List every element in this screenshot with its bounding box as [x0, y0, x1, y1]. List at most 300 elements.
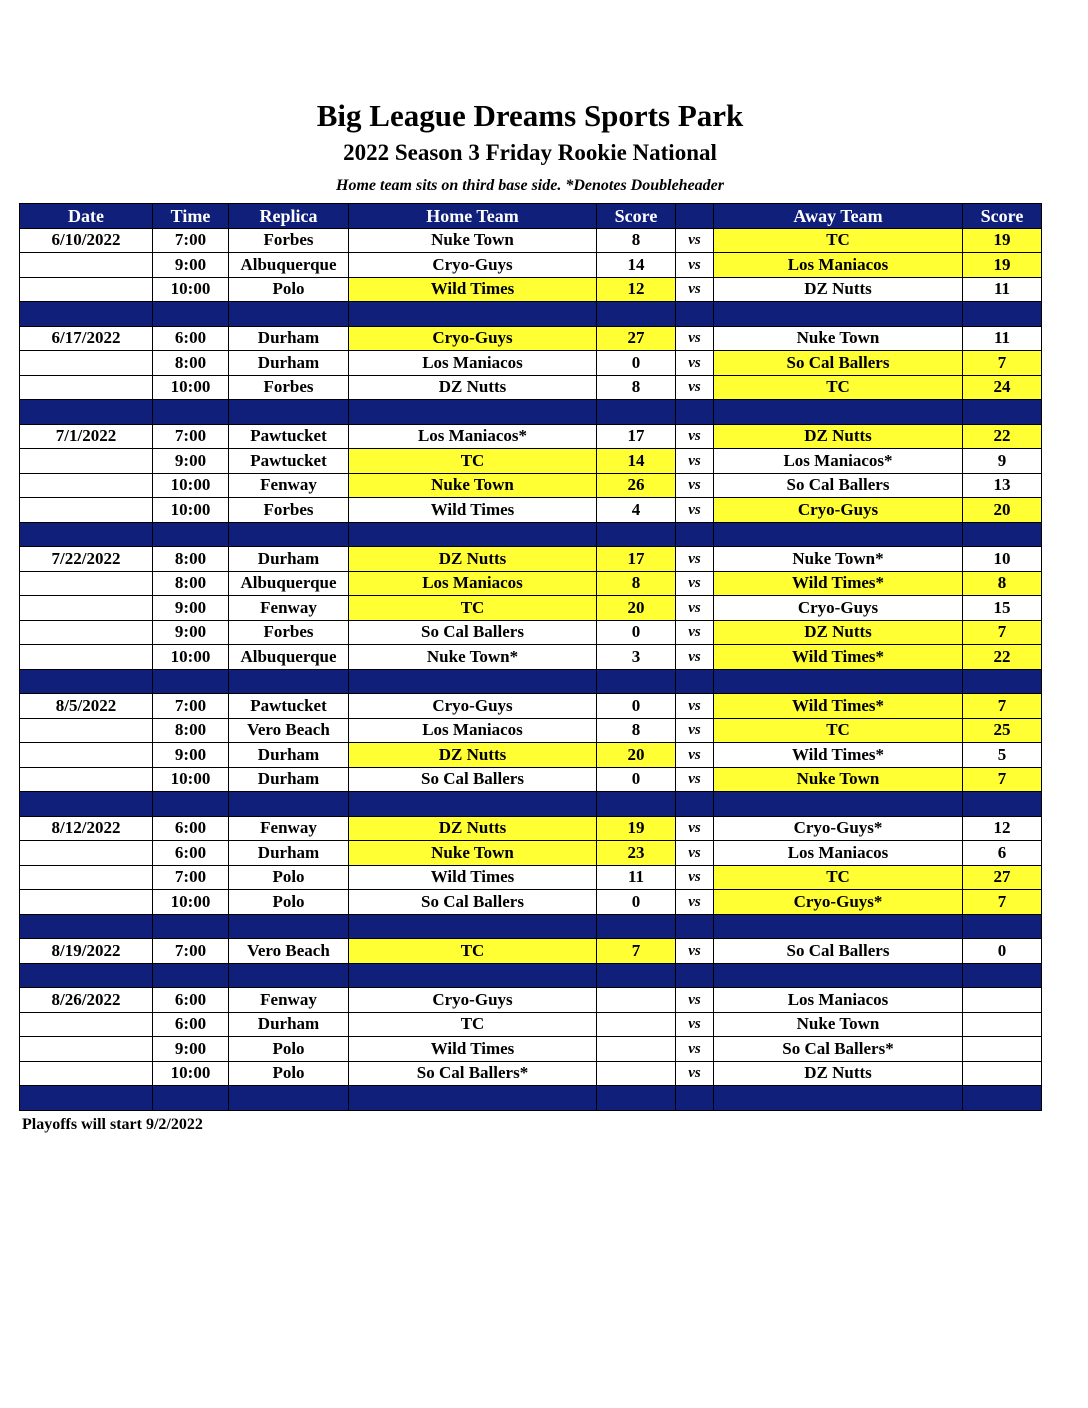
- game-replica: Durham: [229, 767, 349, 792]
- home-team: DZ Nutts: [349, 816, 597, 841]
- away-team: Los Maniacos: [714, 988, 963, 1013]
- home-team: DZ Nutts: [349, 743, 597, 768]
- vs-label: vs: [676, 816, 714, 841]
- separator-row: [20, 400, 1042, 425]
- away-team: TC: [714, 228, 963, 253]
- playoffs-note: Playoffs will start 9/2/2022: [22, 1116, 203, 1133]
- separator-row: [20, 963, 1042, 988]
- separator-cell: [714, 669, 963, 694]
- home-score: 14: [597, 253, 676, 278]
- game-time: 7:00: [153, 865, 229, 890]
- game-row: [20, 449, 1042, 474]
- away-team: So Cal Ballers*: [714, 1037, 963, 1062]
- separator-cell: [349, 1086, 597, 1111]
- separator-row: [20, 792, 1042, 817]
- game-row: [20, 767, 1042, 792]
- home-team: Wild Times: [349, 277, 597, 302]
- vs-label: vs: [676, 890, 714, 915]
- home-team: Cryo-Guys: [349, 326, 597, 351]
- away-score: 22: [963, 645, 1042, 670]
- game-row: [20, 571, 1042, 596]
- home-score: [597, 1012, 676, 1037]
- game-replica: Polo: [229, 865, 349, 890]
- home-score: 27: [597, 326, 676, 351]
- home-team: Los Maniacos: [349, 718, 597, 743]
- game-date: [20, 449, 153, 474]
- away-team: Los Maniacos: [714, 841, 963, 866]
- game-date: 6/17/2022: [20, 326, 153, 351]
- home-team: DZ Nutts: [349, 547, 597, 572]
- away-team: Wild Times*: [714, 743, 963, 768]
- away-team: TC: [714, 865, 963, 890]
- game-row: [20, 375, 1042, 400]
- separator-cell: [153, 400, 229, 425]
- home-score: 4: [597, 498, 676, 523]
- away-team: Nuke Town: [714, 1012, 963, 1037]
- page-subtitle: 2022 Season 3 Friday Rookie National: [343, 140, 717, 165]
- home-score: 17: [597, 424, 676, 449]
- separator-cell: [20, 400, 153, 425]
- away-score: 19: [963, 253, 1042, 278]
- home-score: [597, 1037, 676, 1062]
- game-replica: Albuquerque: [229, 571, 349, 596]
- vs-label: vs: [676, 424, 714, 449]
- separator-cell: [229, 522, 349, 547]
- home-score: 8: [597, 571, 676, 596]
- page-title: Big League Dreams Sports Park: [316, 98, 744, 133]
- vs-label: vs: [676, 547, 714, 572]
- home-team: Nuke Town: [349, 228, 597, 253]
- separator-cell: [597, 792, 676, 817]
- game-time: 9:00: [153, 620, 229, 645]
- game-time: 10:00: [153, 890, 229, 915]
- separator-cell: [153, 963, 229, 988]
- home-team: So Cal Ballers*: [349, 1061, 597, 1086]
- away-team: DZ Nutts: [714, 424, 963, 449]
- game-time: 9:00: [153, 253, 229, 278]
- away-team: So Cal Ballers: [714, 473, 963, 498]
- game-date: [20, 375, 153, 400]
- game-time: 8:00: [153, 547, 229, 572]
- away-team: TC: [714, 375, 963, 400]
- separator-cell: [963, 522, 1042, 547]
- away-team: Los Maniacos: [714, 253, 963, 278]
- game-row: [20, 473, 1042, 498]
- separator-cell: [714, 522, 963, 547]
- separator-cell: [597, 669, 676, 694]
- game-row: [20, 424, 1042, 449]
- home-team: Cryo-Guys: [349, 253, 597, 278]
- home-score: 23: [597, 841, 676, 866]
- separator-cell: [963, 302, 1042, 327]
- away-score: 12: [963, 816, 1042, 841]
- game-row: [20, 890, 1042, 915]
- game-time: 10:00: [153, 767, 229, 792]
- home-score: 0: [597, 351, 676, 376]
- separator-cell: [349, 302, 597, 327]
- game-replica: Pawtucket: [229, 694, 349, 719]
- home-team: TC: [349, 596, 597, 621]
- away-score: 11: [963, 326, 1042, 351]
- schedule-note: Home team sits on third base side. *Denotes Doubleheader: [336, 177, 724, 194]
- vs-label: vs: [676, 743, 714, 768]
- separator-cell: [714, 914, 963, 939]
- game-time: 10:00: [153, 498, 229, 523]
- header-home-score: Score: [597, 204, 676, 229]
- game-time: 8:00: [153, 351, 229, 376]
- home-score: 26: [597, 473, 676, 498]
- game-row: [20, 596, 1042, 621]
- game-date: [20, 473, 153, 498]
- separator-cell: [20, 669, 153, 694]
- away-team: Wild Times*: [714, 645, 963, 670]
- away-team: Cryo-Guys: [714, 596, 963, 621]
- home-score: 20: [597, 743, 676, 768]
- away-score: 7: [963, 890, 1042, 915]
- separator-cell: [963, 400, 1042, 425]
- home-score: 17: [597, 547, 676, 572]
- separator-cell: [229, 792, 349, 817]
- game-row: [20, 816, 1042, 841]
- separator-cell: [963, 669, 1042, 694]
- game-replica: Pawtucket: [229, 449, 349, 474]
- vs-label: vs: [676, 988, 714, 1013]
- home-score: 12: [597, 277, 676, 302]
- away-score: 7: [963, 351, 1042, 376]
- game-date: 6/10/2022: [20, 228, 153, 253]
- away-score: [963, 1061, 1042, 1086]
- game-time: 6:00: [153, 326, 229, 351]
- vs-label: vs: [676, 326, 714, 351]
- game-date: [20, 596, 153, 621]
- home-team: TC: [349, 1012, 597, 1037]
- vs-label: vs: [676, 228, 714, 253]
- game-date: [20, 253, 153, 278]
- game-time: 9:00: [153, 596, 229, 621]
- home-score: 7: [597, 939, 676, 964]
- separator-row: [20, 1086, 1042, 1111]
- home-score: [597, 988, 676, 1013]
- game-row: [20, 1012, 1042, 1037]
- game-row: [20, 620, 1042, 645]
- vs-label: vs: [676, 939, 714, 964]
- home-team: Wild Times: [349, 865, 597, 890]
- separator-row: [20, 302, 1042, 327]
- away-team: So Cal Ballers: [714, 351, 963, 376]
- game-replica: Pawtucket: [229, 424, 349, 449]
- away-team: Wild Times*: [714, 694, 963, 719]
- game-replica: Forbes: [229, 228, 349, 253]
- separator-row: [20, 669, 1042, 694]
- game-row: [20, 326, 1042, 351]
- vs-label: vs: [676, 571, 714, 596]
- separator-cell: [714, 302, 963, 327]
- game-replica: Forbes: [229, 620, 349, 645]
- away-team: DZ Nutts: [714, 277, 963, 302]
- game-date: [20, 841, 153, 866]
- vs-label: vs: [676, 449, 714, 474]
- game-row: [20, 743, 1042, 768]
- away-score: [963, 1037, 1042, 1062]
- separator-cell: [676, 792, 714, 817]
- separator-cell: [229, 963, 349, 988]
- separator-cell: [963, 963, 1042, 988]
- game-time: 7:00: [153, 694, 229, 719]
- game-time: 7:00: [153, 228, 229, 253]
- separator-cell: [20, 522, 153, 547]
- separator-cell: [349, 792, 597, 817]
- away-score: 0: [963, 939, 1042, 964]
- game-replica: Durham: [229, 841, 349, 866]
- home-team: Los Maniacos*: [349, 424, 597, 449]
- away-score: 24: [963, 375, 1042, 400]
- home-score: 0: [597, 890, 676, 915]
- separator-cell: [229, 1086, 349, 1111]
- vs-label: vs: [676, 1037, 714, 1062]
- separator-cell: [963, 914, 1042, 939]
- away-score: 7: [963, 694, 1042, 719]
- game-replica: Polo: [229, 1061, 349, 1086]
- game-replica: Durham: [229, 351, 349, 376]
- away-team: DZ Nutts: [714, 620, 963, 645]
- home-score: 20: [597, 596, 676, 621]
- separator-cell: [597, 302, 676, 327]
- game-row: [20, 277, 1042, 302]
- home-score: 8: [597, 375, 676, 400]
- separator-cell: [714, 963, 963, 988]
- game-row: [20, 718, 1042, 743]
- vs-label: vs: [676, 375, 714, 400]
- home-score: 14: [597, 449, 676, 474]
- game-row: [20, 865, 1042, 890]
- game-date: [20, 767, 153, 792]
- game-replica: Fenway: [229, 816, 349, 841]
- home-team: TC: [349, 449, 597, 474]
- home-score: 0: [597, 620, 676, 645]
- away-score: 8: [963, 571, 1042, 596]
- separator-cell: [714, 400, 963, 425]
- separator-cell: [20, 1086, 153, 1111]
- game-row: [20, 253, 1042, 278]
- separator-cell: [597, 1086, 676, 1111]
- game-replica: Albuquerque: [229, 253, 349, 278]
- home-team: Cryo-Guys: [349, 694, 597, 719]
- separator-cell: [229, 914, 349, 939]
- game-date: [20, 1012, 153, 1037]
- home-team: Wild Times: [349, 1037, 597, 1062]
- home-team: So Cal Ballers: [349, 890, 597, 915]
- vs-label: vs: [676, 473, 714, 498]
- game-time: 6:00: [153, 988, 229, 1013]
- game-date: 7/22/2022: [20, 547, 153, 572]
- game-row: [20, 498, 1042, 523]
- separator-cell: [229, 302, 349, 327]
- home-team: TC: [349, 939, 597, 964]
- away-team: Cryo-Guys*: [714, 890, 963, 915]
- game-date: 8/19/2022: [20, 939, 153, 964]
- vs-label: vs: [676, 718, 714, 743]
- away-team: Nuke Town*: [714, 547, 963, 572]
- separator-cell: [676, 669, 714, 694]
- game-date: 7/1/2022: [20, 424, 153, 449]
- home-team: So Cal Ballers: [349, 767, 597, 792]
- game-date: [20, 277, 153, 302]
- home-score: 3: [597, 645, 676, 670]
- home-team: Nuke Town: [349, 841, 597, 866]
- game-replica: Polo: [229, 1037, 349, 1062]
- separator-cell: [597, 963, 676, 988]
- header-home-team: Home Team: [349, 204, 597, 229]
- home-team: Nuke Town: [349, 473, 597, 498]
- game-date: [20, 645, 153, 670]
- game-replica: Durham: [229, 326, 349, 351]
- separator-cell: [676, 1086, 714, 1111]
- game-row: [20, 988, 1042, 1013]
- away-score: 5: [963, 743, 1042, 768]
- game-replica: Durham: [229, 1012, 349, 1037]
- vs-label: vs: [676, 277, 714, 302]
- separator-cell: [597, 522, 676, 547]
- away-team: Los Maniacos*: [714, 449, 963, 474]
- vs-label: vs: [676, 253, 714, 278]
- vs-label: vs: [676, 596, 714, 621]
- separator-cell: [20, 302, 153, 327]
- away-score: 13: [963, 473, 1042, 498]
- separator-cell: [20, 963, 153, 988]
- game-date: [20, 743, 153, 768]
- game-replica: Fenway: [229, 988, 349, 1013]
- game-time: 10:00: [153, 1061, 229, 1086]
- game-replica: Polo: [229, 277, 349, 302]
- vs-label: vs: [676, 498, 714, 523]
- game-replica: Durham: [229, 547, 349, 572]
- away-score: 11: [963, 277, 1042, 302]
- game-time: 6:00: [153, 816, 229, 841]
- game-row: [20, 547, 1042, 572]
- separator-cell: [676, 302, 714, 327]
- away-team: Wild Times*: [714, 571, 963, 596]
- home-score: 8: [597, 718, 676, 743]
- vs-label: vs: [676, 351, 714, 376]
- vs-label: vs: [676, 865, 714, 890]
- separator-cell: [153, 914, 229, 939]
- away-score: 22: [963, 424, 1042, 449]
- game-time: 9:00: [153, 449, 229, 474]
- game-time: 10:00: [153, 645, 229, 670]
- separator-cell: [153, 669, 229, 694]
- game-date: [20, 1061, 153, 1086]
- separator-cell: [349, 669, 597, 694]
- away-team: DZ Nutts: [714, 1061, 963, 1086]
- game-date: [20, 1037, 153, 1062]
- game-replica: Forbes: [229, 498, 349, 523]
- game-time: 10:00: [153, 473, 229, 498]
- game-row: [20, 645, 1042, 670]
- separator-cell: [153, 792, 229, 817]
- game-time: 6:00: [153, 841, 229, 866]
- game-row: [20, 351, 1042, 376]
- away-team: So Cal Ballers: [714, 939, 963, 964]
- vs-label: vs: [676, 694, 714, 719]
- game-replica: Albuquerque: [229, 645, 349, 670]
- home-team: Nuke Town*: [349, 645, 597, 670]
- vs-label: vs: [676, 620, 714, 645]
- game-date: [20, 865, 153, 890]
- header-row: [20, 204, 1042, 229]
- game-replica: Fenway: [229, 473, 349, 498]
- separator-cell: [597, 400, 676, 425]
- game-replica: Vero Beach: [229, 718, 349, 743]
- game-time: 8:00: [153, 718, 229, 743]
- game-row: [20, 841, 1042, 866]
- game-row: [20, 1037, 1042, 1062]
- away-team: Nuke Town: [714, 767, 963, 792]
- home-team: DZ Nutts: [349, 375, 597, 400]
- away-score: 20: [963, 498, 1042, 523]
- separator-cell: [676, 522, 714, 547]
- header-away-team: Away Team: [714, 204, 963, 229]
- game-date: [20, 571, 153, 596]
- header-time: Time: [153, 204, 229, 229]
- game-row: [20, 228, 1042, 253]
- game-time: 8:00: [153, 571, 229, 596]
- game-row: [20, 694, 1042, 719]
- game-date: [20, 890, 153, 915]
- game-date: 8/5/2022: [20, 694, 153, 719]
- separator-cell: [676, 400, 714, 425]
- header-replica: Replica: [229, 204, 349, 229]
- away-score: 10: [963, 547, 1042, 572]
- game-date: [20, 718, 153, 743]
- separator-cell: [20, 914, 153, 939]
- vs-label: vs: [676, 1061, 714, 1086]
- away-score: 7: [963, 620, 1042, 645]
- away-team: Cryo-Guys*: [714, 816, 963, 841]
- away-score: 9: [963, 449, 1042, 474]
- separator-row: [20, 522, 1042, 547]
- game-replica: Polo: [229, 890, 349, 915]
- separator-cell: [229, 400, 349, 425]
- game-time: 7:00: [153, 939, 229, 964]
- away-score: 6: [963, 841, 1042, 866]
- away-score: 7: [963, 767, 1042, 792]
- home-team: Cryo-Guys: [349, 988, 597, 1013]
- separator-cell: [229, 669, 349, 694]
- separator-cell: [349, 400, 597, 425]
- home-score: 11: [597, 865, 676, 890]
- header-vs: [676, 204, 714, 229]
- game-time: 10:00: [153, 277, 229, 302]
- separator-cell: [20, 792, 153, 817]
- away-score: 25: [963, 718, 1042, 743]
- separator-cell: [676, 963, 714, 988]
- game-replica: Durham: [229, 743, 349, 768]
- away-score: [963, 988, 1042, 1013]
- header-away-score: Score: [963, 204, 1042, 229]
- away-team: TC: [714, 718, 963, 743]
- separator-cell: [714, 792, 963, 817]
- schedule-table: [19, 203, 1042, 1111]
- away-score: 15: [963, 596, 1042, 621]
- home-team: So Cal Ballers: [349, 620, 597, 645]
- home-team: Los Maniacos: [349, 571, 597, 596]
- home-score: 8: [597, 228, 676, 253]
- game-time: 7:00: [153, 424, 229, 449]
- home-score: 0: [597, 694, 676, 719]
- game-replica: Vero Beach: [229, 939, 349, 964]
- separator-cell: [714, 1086, 963, 1111]
- home-score: [597, 1061, 676, 1086]
